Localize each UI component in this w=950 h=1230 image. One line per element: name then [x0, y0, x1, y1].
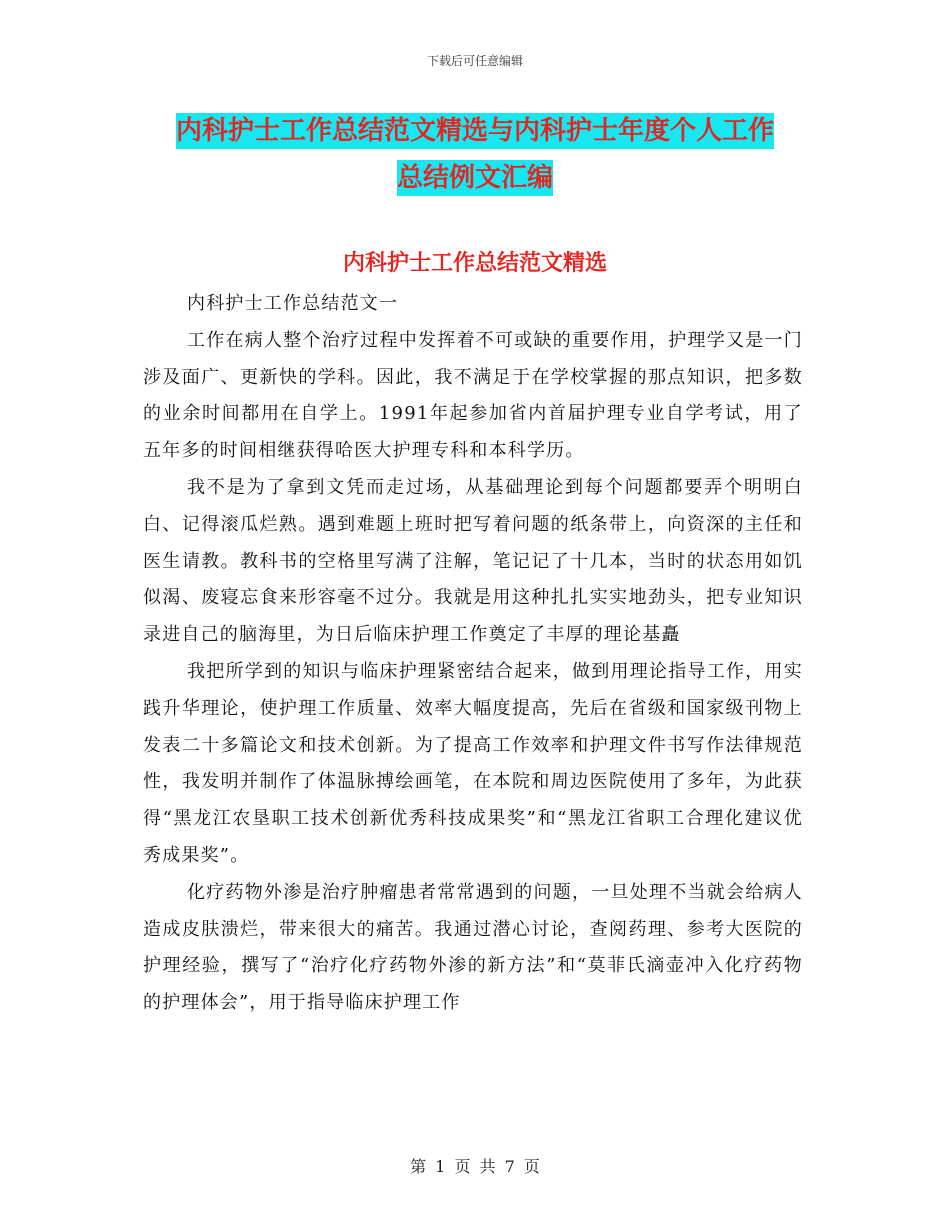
- paragraph: 内科护士工作总结范文一: [187, 293, 399, 314]
- document-title-line-1: 内科护士工作总结范文精选与内科护士年度个人工作: [176, 113, 774, 149]
- paragraph: 化疗药物外渗是治疗肿瘤患者常常遇到的问题，一旦处理不当就会给病人造成皮肤溃烂，带来很大的痛苦。我通过潜心讨论，查阅药理、参考大医院的护理经验，撰写了“治疗化疗药物外渗的新方法”和“莫菲氏滴壶冲入化疗药物的护理体会”，用于指导临床护理工作: [143, 881, 803, 1014]
- section-title: 内科护士工作总结范文精选: [342, 251, 607, 276]
- document-title: [145, 108, 805, 202]
- paragraph: 工作在病人整个治疗过程中发挥着不可或缺的重要作用，护理学又是一门涉及面广、更新快的学科。因此，我不满足于在学校掌握的那点知识，把多数的业余时间都用在自学上。1991年起参加省内首届护理专业自学考试，用了五年多的时间相继获得哈医大护理专科和本科学历。: [143, 329, 803, 462]
- page-header: 下载后可任意编辑: [426, 54, 523, 68]
- document-title-line-2: 总结例文汇编: [397, 160, 553, 196]
- document-body: [143, 286, 803, 1022]
- paragraph: 我把所学到的知识与临床护理紧密结合起来，做到用理论指导工作，用实践升华理论，使护理工作质量、效率大幅度提高，先后在省级和国家级刊物上发表二十多篇论文和技术创新。为了提高工作效率和护理文件书写作法律规范性，我发明并制作了体温脉搏绘画笔，在本院和周边医院使用了多年，为此获得“黑龙江农垦职工技术创新优秀科技成果奖”和“黑龙江省职工合理化建议优秀成果奖”。: [143, 660, 803, 866]
- page-footer: 第 1 页 共 7 页: [410, 1157, 540, 1176]
- paragraph: 我不是为了拿到文凭而走过场，从基础理论到每个问题都要弄个明明白白、记得滚瓜烂熟。遇到难题上班时把写着问题的纸条带上，向资深的主任和医生请教。教科书的空格里写满了注解，笔记记了十几本，当时的状态用如饥似渴、废寝忘食来形容毫不过分。我就是用这种扎扎实实地劲头，把专业知识录进自己的脑海里，为日后临床护理工作奠定了丰厚的理论基矗: [143, 476, 803, 646]
